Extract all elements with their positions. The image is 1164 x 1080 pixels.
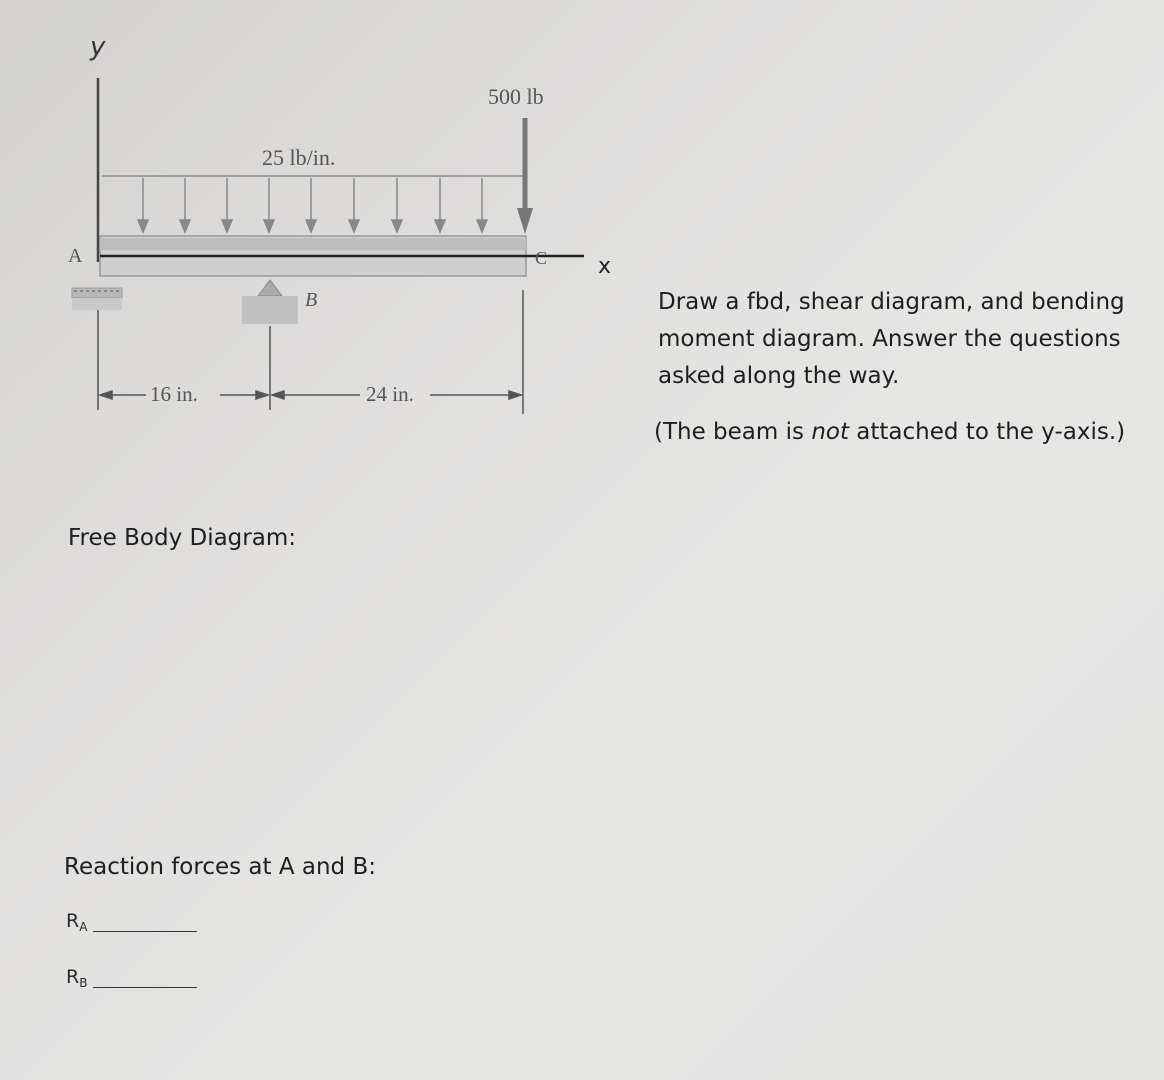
distributed-load-arrows [138, 178, 487, 232]
ra-label: R [66, 910, 80, 932]
beam-note [654, 414, 1154, 451]
rb-subscript: B [79, 976, 88, 990]
ra-answer-row [66, 910, 197, 932]
support-b-label: B [305, 289, 318, 311]
reaction-forces-label: Reaction forces at A and B: [64, 854, 376, 880]
dim-right-label: 24 in. [366, 382, 414, 406]
beam-figure [0, 0, 700, 460]
rb-answer-blank[interactable] [93, 969, 197, 988]
note-before: (The beam is [654, 419, 812, 445]
instructions-line-2: moment diagram. Answer the questions [658, 326, 1121, 352]
dim-left-label: 16 in. [150, 382, 198, 406]
ra-subscript: A [79, 920, 88, 934]
note-after: attached to the y-axis.) [848, 419, 1126, 445]
fbd-label: Free Body Diagram: [68, 525, 296, 551]
instructions-text [658, 284, 1158, 395]
point-load-arrowhead [517, 208, 533, 234]
beam-shading [100, 238, 526, 250]
instructions-line-1: Draw a fbd, shear diagram, and bending [658, 289, 1125, 315]
instructions-line-3: asked along the way. [658, 363, 900, 389]
x-axis-label: x [598, 254, 612, 279]
support-a [72, 288, 122, 310]
support-b [242, 280, 298, 324]
support-a-label: A [68, 245, 83, 267]
distributed-load-label: 25 lb/in. [262, 145, 336, 170]
point-load-label: 500 lb [488, 84, 544, 109]
point-c-label: C [535, 248, 548, 268]
ra-answer-blank[interactable] [93, 913, 197, 932]
rb-answer-row [66, 966, 197, 988]
note-emphasis: not [811, 419, 849, 445]
rb-label: R [66, 966, 80, 988]
y-axis-label: y [90, 32, 106, 62]
